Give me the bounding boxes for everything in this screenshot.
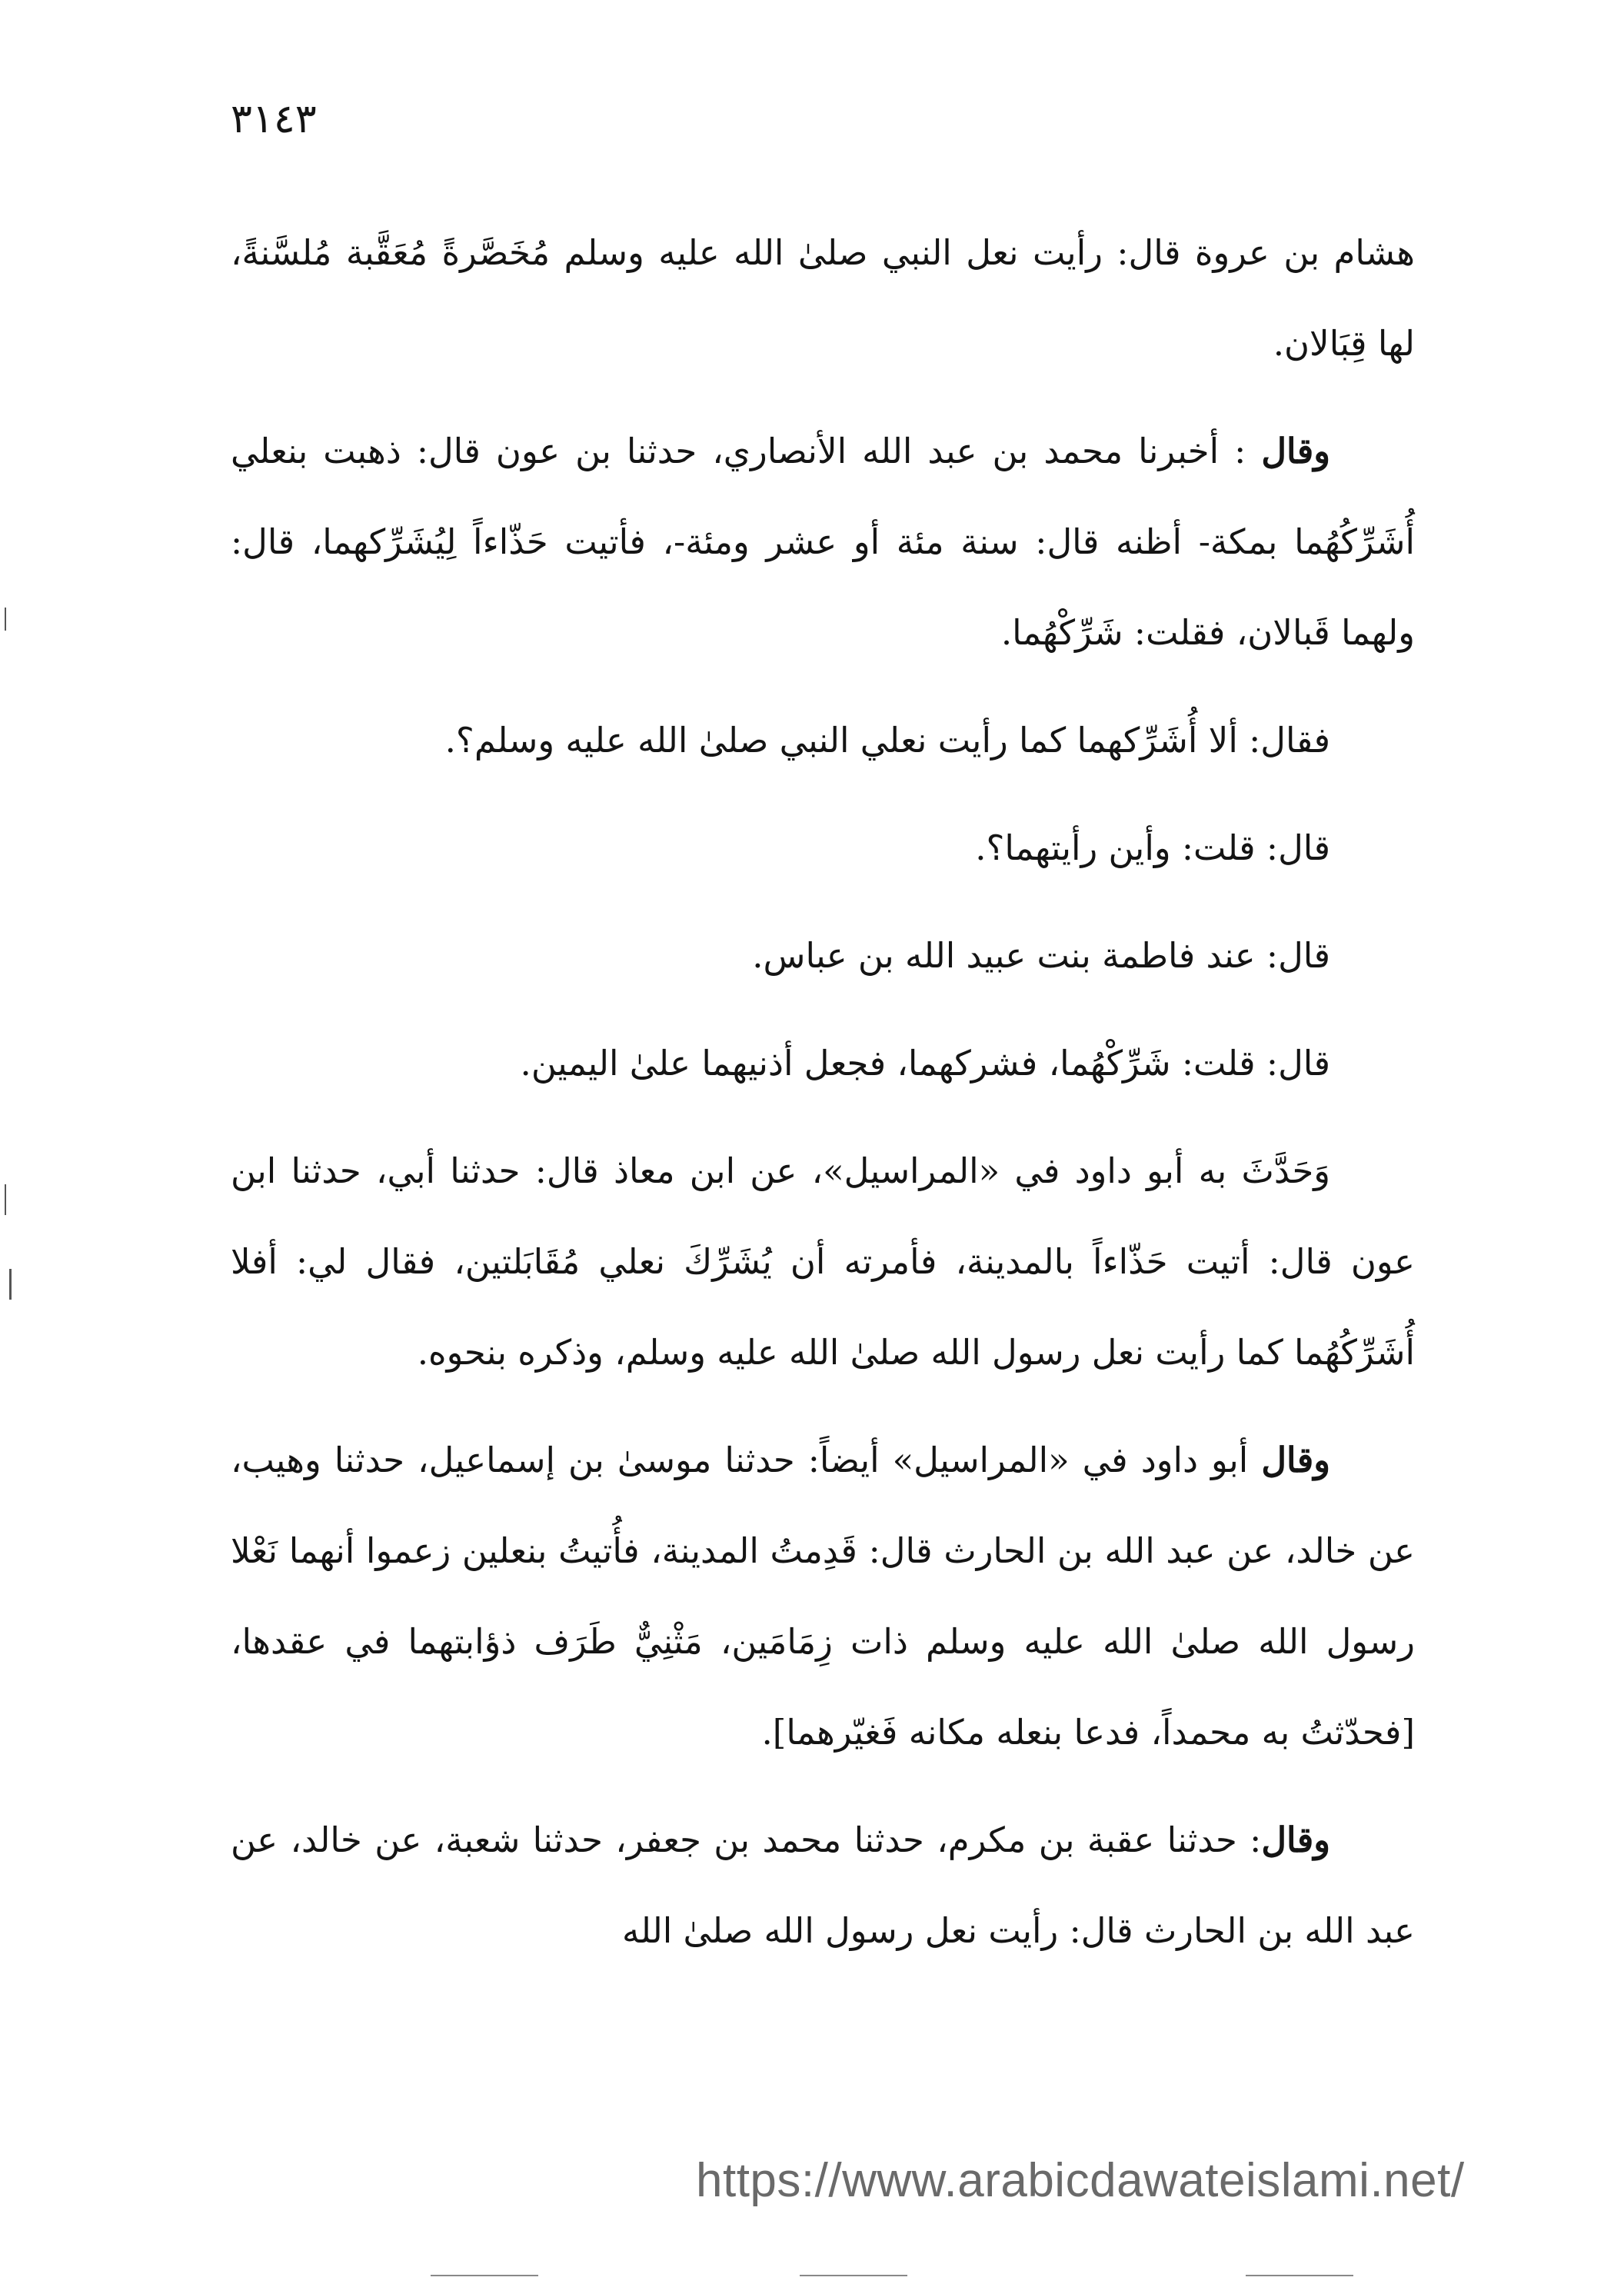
footer-url: https://www.arabicdawateislami.net/ [696, 2154, 1465, 2207]
paragraph [231, 695, 1415, 786]
paragraph-text: : حدثنا عقبة بن مكرم، حدثنا محمد بن جعفر، حدثنا شعبة، عن خالد، عن عبد الله بن الحارث قال: رأيت نعل رسول الله صلىٰ الله [231, 1820, 1415, 1951]
paragraph-text: فقال: ألا أُشَرِّكهما كما رأيت نعلي النبي صلىٰ الله عليه وسلم؟. [444, 720, 1330, 761]
page-number: ٣١٤٣ [231, 96, 317, 142]
scan-bottom-rule [431, 2275, 538, 2276]
paragraph-text: : أخبرنا محمد بن عبد الله الأنصاري، حدثنا بن عون قال: ذهبت بنعلي أُشَرِّكُهُما بمكة- أظنه قال: سنة مئة أو عشر ومئة-، فأتيت حَذّاءاً لِيُشَرِّكهما، قال: ولهما قَبالان، فقلت: شَرِّكْهُما. [231, 431, 1415, 653]
paragraph-text: وَحَدَّثَ به أبو داود في «المراسيل»، عن ابن معاذ قال: حدثنا أبي، حدثنا ابن عون قال: أتيت حَذّاءاً بالمدينة، فأمرته أن يُشَرِّكَ نعلي مُقَابَلتين، فقال لي: أفلا أُشَرِّكُهُما كما رأيت نعل رسول الله صلىٰ الله عليه وسلم، وذكره بنحوه. [231, 1150, 1415, 1373]
paragraph-text: قال: قلت: شَرِّكْهُما، فشركهما، فجعل أذنيهما علىٰ اليمين. [520, 1043, 1330, 1084]
scan-edge-mark [5, 608, 6, 631]
paragraph [231, 803, 1415, 894]
paragraph [231, 911, 1415, 1001]
paragraph [231, 1018, 1415, 1109]
paragraph [231, 208, 1415, 389]
scan-edge-mark [5, 1184, 6, 1215]
paragraph-text: أبو داود في «المراسيل» أيضاً: حدثنا موسىٰ بن إسماعيل، حدثنا وهيب، عن خالد، عن عبد الله بن الحارث قال: قَدِمتُ المدينة، فأُتيتُ بنعلين زعموا أنهما نَعْلا رسول الله صلىٰ الله عليه وسلم ذات زِمَامَين، مَثْنِيٌّ طَرَف ذؤابتهما في عقدها، [فحدّثتُ به محمداً، فدعا بنعله مكانه فَغيّرهما]. [231, 1440, 1415, 1753]
paragraph-text: قال: قلت: وأين رأيتهما؟. [975, 827, 1330, 868]
scan-bottom-rule [800, 2275, 907, 2276]
paragraph [231, 406, 1415, 678]
paragraph-lead: وقال [1261, 431, 1330, 471]
paragraph [231, 1795, 1415, 1976]
paragraph-text: قال: عند فاطمة بنت عبيد الله بن عباس. [752, 935, 1330, 976]
paragraph [231, 1126, 1415, 1398]
paragraph-text: هشام بن عروة قال: رأيت نعل النبي صلىٰ الله عليه وسلم مُخَصَّرةً مُعَقَّبة مُلسَّنةً، لها قِبَالان. [231, 232, 1415, 364]
paragraph-lead: وقال [1261, 1820, 1330, 1860]
paragraph [231, 1415, 1415, 1778]
paragraph-lead: وقال [1261, 1440, 1330, 1480]
body-text [231, 208, 1415, 1993]
scan-bottom-rule [1246, 2275, 1353, 2276]
scan-edge-mark [9, 1269, 12, 1300]
